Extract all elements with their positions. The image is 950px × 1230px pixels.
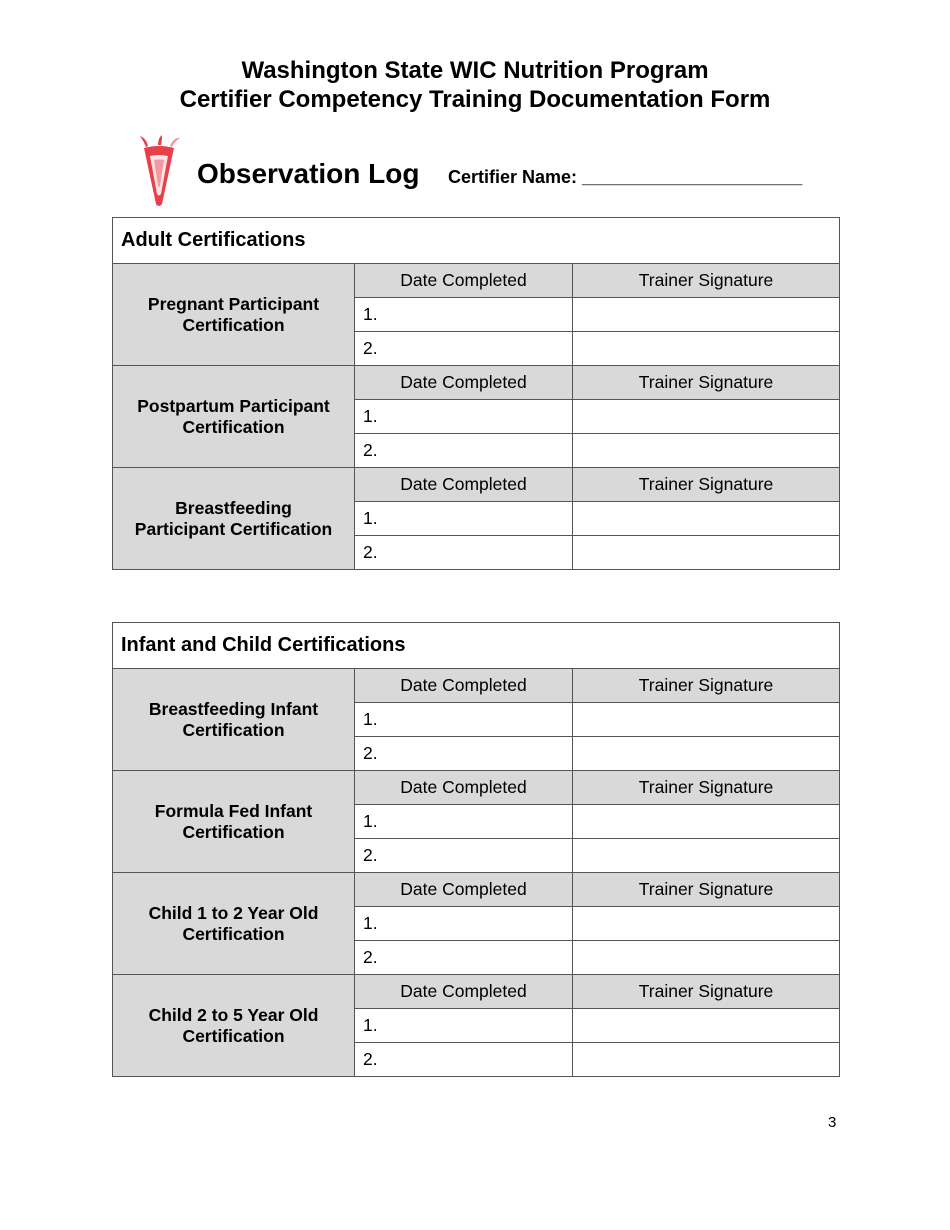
trainer-signature-header: Trainer Signature: [573, 366, 840, 400]
section-title: Adult Certifications: [113, 218, 840, 264]
date-completed-header: Date Completed: [355, 873, 573, 907]
date-completed-header: Date Completed: [355, 264, 573, 298]
date-completed-header: Date Completed: [355, 468, 573, 502]
date-entry-1[interactable]: 1.: [355, 400, 573, 434]
date-entry-1[interactable]: 1.: [355, 298, 573, 332]
date-entry-1[interactable]: 1.: [355, 805, 573, 839]
date-entry-2[interactable]: 2.: [355, 737, 573, 771]
signature-entry-2[interactable]: [573, 941, 840, 975]
section-title: Infant and Child Certifications: [113, 623, 840, 669]
certification-label: Postpartum Participant Certification: [113, 366, 355, 468]
date-entry-1[interactable]: 1.: [355, 703, 573, 737]
signature-entry-1[interactable]: [573, 907, 840, 941]
date-entry-2[interactable]: 2.: [355, 434, 573, 468]
signature-entry-1[interactable]: [573, 502, 840, 536]
certification-label: Pregnant Participant Certification: [113, 264, 355, 366]
signature-entry-2[interactable]: [573, 737, 840, 771]
signature-entry-1[interactable]: [573, 400, 840, 434]
date-entry-1[interactable]: 1.: [355, 502, 573, 536]
trainer-signature-header: Trainer Signature: [573, 771, 840, 805]
trainer-signature-header: Trainer Signature: [573, 873, 840, 907]
date-completed-header: Date Completed: [355, 669, 573, 703]
date-entry-2[interactable]: 2.: [355, 1043, 573, 1077]
signature-entry-2[interactable]: [573, 332, 840, 366]
certification-label: Breastfeeding Participant Certification: [113, 468, 355, 570]
certification-label: Formula Fed Infant Certification: [113, 771, 355, 873]
date-entry-1[interactable]: 1.: [355, 907, 573, 941]
date-entry-2[interactable]: 2.: [355, 536, 573, 570]
trainer-signature-header: Trainer Signature: [573, 468, 840, 502]
certification-label: Child 2 to 5 Year Old Certification: [113, 975, 355, 1077]
trainer-signature-header: Trainer Signature: [573, 975, 840, 1009]
form-name: Certifier Competency Training Documentation Form: [179, 86, 771, 113]
trainer-signature-header: Trainer Signature: [573, 264, 840, 298]
date-completed-header: Date Completed: [355, 975, 573, 1009]
signature-entry-2[interactable]: [573, 536, 840, 570]
certification-label: Breastfeeding Infant Certification: [113, 669, 355, 771]
certifier-name-field[interactable]: Certifier Name: ______________________: [448, 167, 803, 187]
date-completed-header: Date Completed: [355, 366, 573, 400]
program-name: Washington State WIC Nutrition Program: [241, 57, 709, 84]
date-entry-2[interactable]: 2.: [355, 839, 573, 873]
trainer-signature-header: Trainer Signature: [573, 669, 840, 703]
signature-entry-1[interactable]: [573, 805, 840, 839]
date-completed-header: Date Completed: [355, 771, 573, 805]
signature-entry-2[interactable]: [573, 1043, 840, 1077]
adult-certifications-table: [112, 217, 840, 570]
form-title: [0, 56, 950, 114]
signature-entry-2[interactable]: [573, 839, 840, 873]
signature-entry-1[interactable]: [573, 1009, 840, 1043]
infant-child-certifications-table: [112, 622, 840, 1077]
observation-log-title: Observation Log: [197, 158, 420, 189]
wic-carrot-logo-icon: [134, 134, 184, 208]
signature-entry-1[interactable]: [573, 703, 840, 737]
date-entry-1[interactable]: 1.: [355, 1009, 573, 1043]
date-entry-2[interactable]: 2.: [355, 941, 573, 975]
page-number: 3: [828, 1114, 837, 1131]
signature-entry-1[interactable]: [573, 298, 840, 332]
signature-entry-2[interactable]: [573, 434, 840, 468]
certification-label: Child 1 to 2 Year Old Certification: [113, 873, 355, 975]
date-entry-2[interactable]: 2.: [355, 332, 573, 366]
